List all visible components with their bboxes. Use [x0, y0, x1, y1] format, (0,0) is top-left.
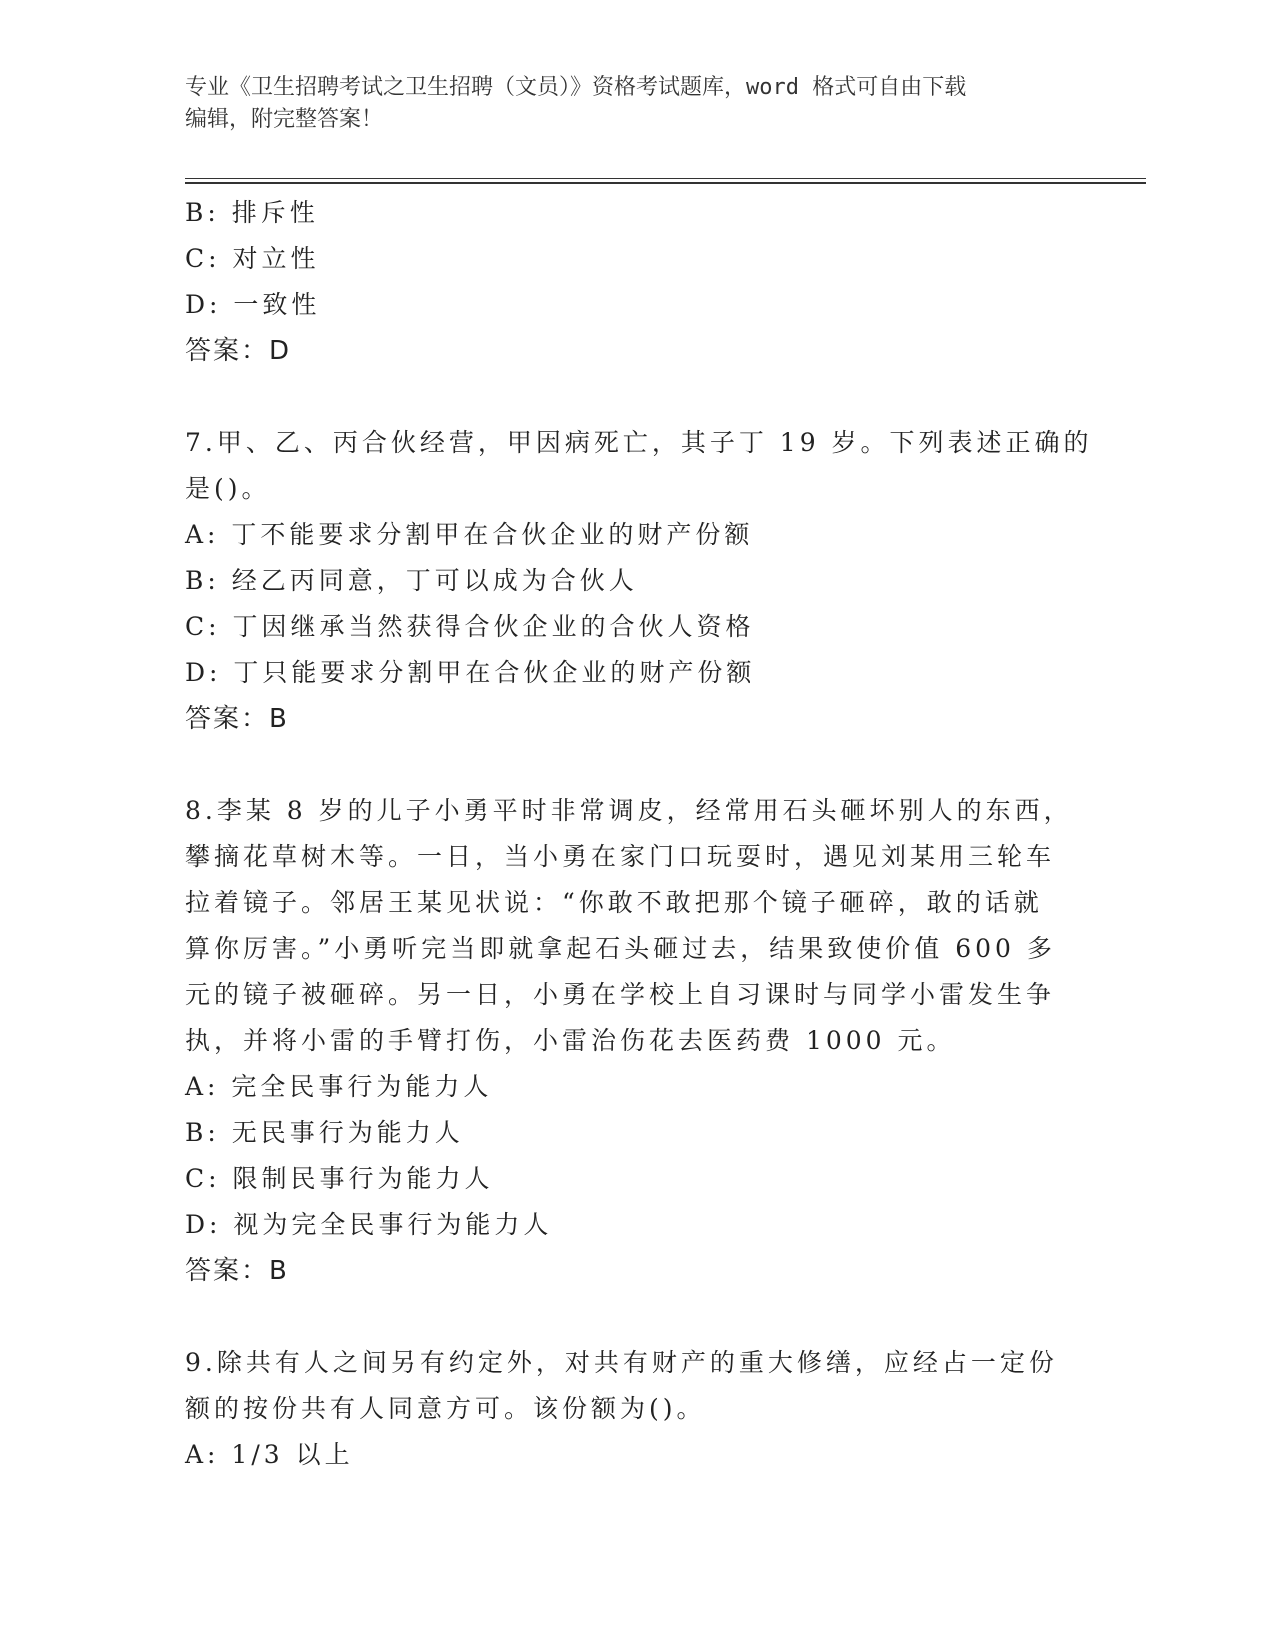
question-text-line: 元的镜子被砸碎。另一日，小勇在学校上自习课时与同学小雷发生争 [185, 980, 1056, 1009]
question-text-line: 攀摘花草树木等。一日，当小勇在家门口玩耍时，遇见刘某用三轮车 [185, 842, 1056, 871]
option-a: A: 丁不能要求分割甲在合伙企业的财产份额 [185, 520, 754, 549]
question-text-line: 算你厉害。”小勇听完当即就拿起石头砸过去，结果致使价值 600 多 [185, 934, 1056, 963]
question-6-tail [185, 190, 1085, 374]
header-line-2: 编辑，附完整答案！ [185, 107, 384, 132]
question-text-line: 7.甲、乙、丙合伙经营，甲因病死亡，其子丁 19 岁。下列表述正确的 [185, 428, 1093, 457]
question-text-line: 9.除共有人之间另有约定外，对共有财产的重大修缮，应经占一定份 [185, 1348, 1058, 1377]
document-header [185, 72, 1065, 136]
question-text-line: 执，并将小雷的手臂打伤，小雷治伤花去医药费 1000 元。 [185, 1026, 956, 1055]
option-d: D: 一致性 [185, 290, 321, 319]
question-text-line: 拉着镜子。邻居王某见状说：“你敢不敢把那个镜子砸碎，敢的话就 [185, 888, 1043, 917]
question-8 [185, 788, 1085, 1294]
question-text-line: 是()。 [185, 474, 271, 503]
question-7 [185, 420, 1093, 742]
header-divider-thin [185, 178, 1146, 179]
option-a: A: 1/3 以上 [185, 1440, 354, 1469]
answer-label: 答案：B [185, 1256, 289, 1286]
header-divider-thick [185, 182, 1146, 184]
spacer [185, 374, 1085, 420]
option-d: D: 丁只能要求分割甲在合伙企业的财产份额 [185, 658, 756, 687]
question-9 [185, 1340, 1085, 1478]
header-line-1: 专业《卫生招聘考试之卫生招聘（文员）》资格考试题库，word 格式可自由下载 [185, 75, 967, 100]
option-b: B: 排斥性 [185, 198, 319, 227]
spacer [185, 742, 1085, 788]
question-text-line: 8.李某 8 岁的儿子小勇平时非常调皮，经常用石头砸坏别人的东西， [185, 796, 1073, 825]
spacer [185, 1294, 1085, 1340]
option-b: B: 经乙丙同意，丁可以成为合伙人 [185, 566, 638, 595]
option-d: D: 视为完全民事行为能力人 [185, 1210, 553, 1239]
question-content [185, 190, 1093, 1478]
option-c: C: 丁因继承当然获得合伙企业的合伙人资格 [185, 612, 755, 641]
answer-label: 答案：D [185, 336, 292, 366]
answer-label: 答案：B [185, 704, 289, 734]
question-text-line: 额的按份共有人同意方可。该份额为()。 [185, 1394, 706, 1423]
option-c: C: 限制民事行为能力人 [185, 1164, 494, 1193]
option-a: A: 完全民事行为能力人 [185, 1072, 493, 1101]
option-c: C: 对立性 [185, 244, 320, 273]
option-b: B: 无民事行为能力人 [185, 1118, 464, 1147]
